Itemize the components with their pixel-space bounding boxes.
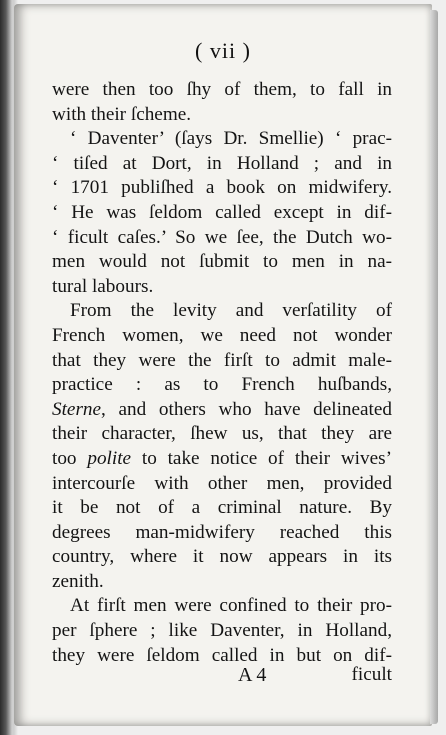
text-run: they were ſeldom called in but on dif- <box>52 644 392 666</box>
body-text <box>52 78 392 668</box>
italic-text: Sterne <box>52 398 102 420</box>
signature-mark: A 4 <box>238 664 267 686</box>
text-line <box>52 545 392 570</box>
text-line <box>52 496 392 521</box>
page-footer <box>52 664 392 690</box>
text-run: ‘ tiſed at Dort, in Holland ; and in <box>52 152 392 174</box>
text-run: that they were the firſt to admit male- <box>52 349 392 371</box>
text-line <box>52 299 392 324</box>
text-run: too <box>52 447 88 469</box>
page-edge <box>430 10 438 724</box>
text-line <box>52 324 392 349</box>
text-run: were then too ſhy of them, to fall in <box>52 79 392 100</box>
text-run: zenith. <box>52 570 104 592</box>
text-run: it be not of a criminal nature. By <box>52 497 392 519</box>
text-run: intercourſe with other men, provided <box>52 472 392 494</box>
text-line <box>52 226 392 251</box>
book-page <box>14 4 432 726</box>
text-run: French women, we need not wonder <box>52 324 392 346</box>
text-line <box>52 176 392 201</box>
text-line <box>52 521 392 546</box>
catchword: ficult <box>351 664 392 685</box>
text-run: ‘ Daventer’ (ſays Dr. Smellie) ‘ prac- <box>70 128 392 150</box>
text-line <box>52 570 392 595</box>
text-run: ‘ He was ſeldom called except in dif- <box>52 201 392 223</box>
text-line <box>52 103 392 128</box>
text-line <box>52 250 392 275</box>
text-line <box>52 127 392 152</box>
text-run: their character, ſhew us, that they are <box>52 423 392 445</box>
text-run: men would not ſubmit to men in na- <box>52 251 392 273</box>
text-run: , and others who have delineated <box>101 398 392 420</box>
text-line <box>52 594 392 619</box>
text-run: country, where it now appears in its <box>52 546 392 568</box>
text-run: At firſt men were confined to their pro- <box>70 595 392 617</box>
text-line <box>52 619 392 644</box>
text-line <box>52 78 392 103</box>
text-run: with their ſcheme. <box>52 103 192 125</box>
text-line <box>52 422 392 447</box>
text-run: to take notice of their wives’ <box>131 447 392 469</box>
text-line <box>52 472 392 497</box>
text-run: ‘ 1701 publiſhed a book on midwifery. <box>52 177 392 199</box>
text-line <box>52 373 392 398</box>
page-header: ( vii ) <box>195 38 251 63</box>
text-line <box>52 349 392 374</box>
text-line <box>52 275 392 300</box>
text-run: ‘ ficult caſes.’ So we ſee, the Dutch wo- <box>52 226 392 248</box>
text-line <box>52 152 392 177</box>
text-run: practice : as to French huſbands, <box>52 374 392 396</box>
text-run: From the levity and verſatility of <box>70 300 392 322</box>
text-run: degrees man-midwifery reached this <box>52 521 392 543</box>
text-run: per ſphere ; like Daventer, in Holland, <box>52 620 392 642</box>
text-run: tural labours. <box>52 275 154 297</box>
text-line <box>52 201 392 226</box>
text-line <box>52 398 392 423</box>
text-line <box>52 447 392 472</box>
italic-text: polite <box>87 447 132 469</box>
